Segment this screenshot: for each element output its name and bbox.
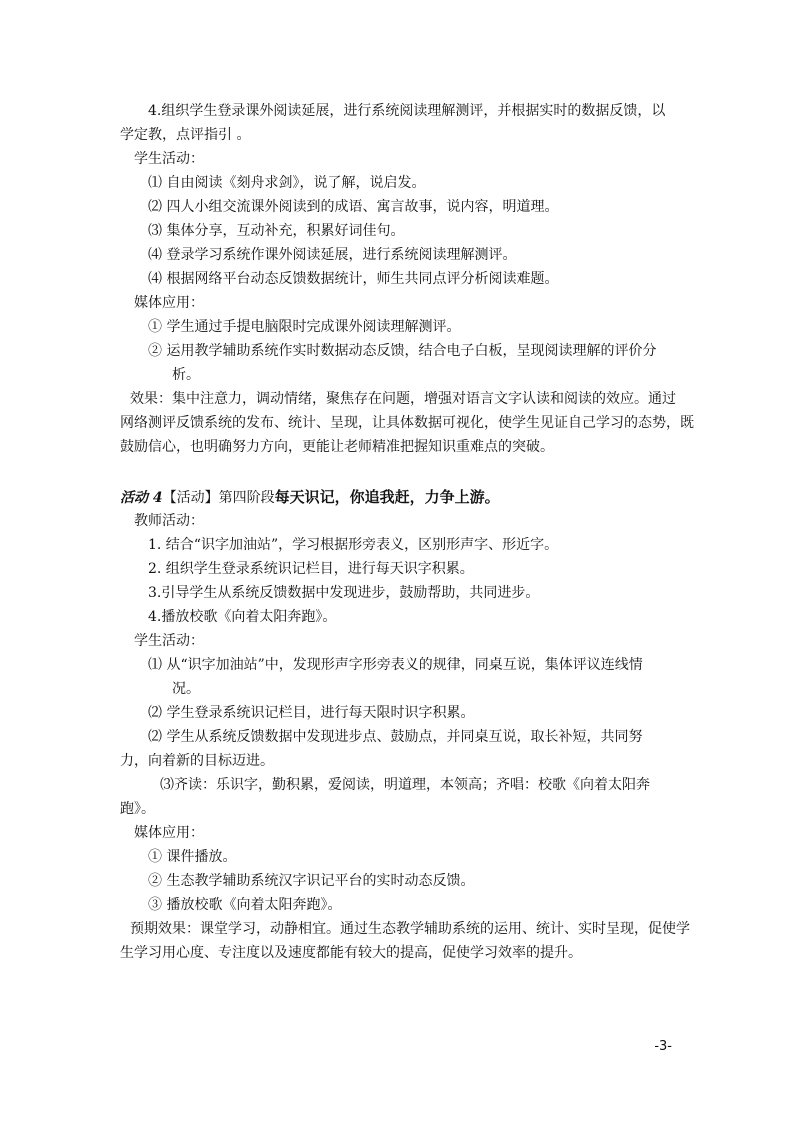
media-item-2-line1: ② 运用教学辅助系统作实时数据动态反馈，结合电子白板，呈现阅读理解的评价分 — [148, 343, 657, 359]
teacher-item-2: 2. 组织学生登录系统识记栏目，进行每天识字积累。 — [148, 561, 474, 577]
activity-title: 每天识记，你追我赶，力争上游。 — [274, 488, 500, 506]
teacher-item-4: 4.播放校歌《向着太阳奔跑》。 — [148, 609, 337, 625]
student-activity-label-2: 学生活动： — [134, 633, 204, 649]
student-item-a3-line1: ⑵ 学生从系统反馈数据中发现进步点、鼓励点，并同桌互说，取长补短，共同努 — [148, 729, 643, 745]
student-item-2: ⑵ 四人小组交流课外阅读到的成语、寓言故事，说内容，明道理。 — [148, 199, 559, 215]
teacher-step-4-line2: 学定教，点评指引 。 — [120, 127, 251, 143]
effect-paragraph-line3: 鼓励信心，也明确努力方向，更能让老师精准把握知识重难点的突破。 — [120, 439, 554, 455]
teacher-step-4-line1: 4.组织学生登录课外阅读延展，进行系统阅读理解测评，并根据实时的数据反馈，以 — [148, 103, 666, 119]
activity-4-heading — [120, 486, 500, 509]
media-label: 媒体应用： — [134, 295, 204, 311]
student-item-a4-line1: ⑶齐读：乐识字，勤积累，爱阅读，明道理，本领高；齐唱：校歌《向着太阳奔 — [160, 777, 650, 793]
expected-effect-line2: 生学习用心度、专注度以及速度都能有较大的提高，促使学习效率的提升。 — [120, 945, 582, 961]
student-item-1: ⑴ 自由阅读《刻舟求剑》，说了解，说启发。 — [148, 175, 426, 191]
media-item-a1: ① 课件播放。 — [148, 849, 237, 865]
student-item-a1-line2: 况。 — [172, 681, 200, 697]
teacher-activity-label: 教师活动： — [134, 513, 204, 529]
media-item-a2: ② 生态教学辅助系统汉字识记平台的实时动态反馈。 — [148, 873, 475, 889]
student-item-a4-line2: 跑》。 — [120, 801, 155, 817]
student-item-3: ⑶ 集体分享，互动补充，积累好词佳句。 — [148, 223, 405, 239]
effect-paragraph-line2: 网络测评反馈系统的发布、统计、呈现，让具体数据可视化，使学生见证自己学习的态势，既 — [120, 415, 694, 431]
page-number: -3- — [654, 1039, 672, 1054]
expected-effect-line1: 预期效果：课堂学习，动静相宜。通过生态教学辅助系统的运用、统计、实时呈现，促使学 — [130, 921, 690, 937]
student-item-4: ⑷ 登录学习系统作课外阅读延展，进行系统阅读理解测评。 — [148, 247, 517, 263]
activity-label: 活动 4 — [120, 490, 163, 506]
student-item-5: ⑷ 根据网络平台动态反馈数据统计，师生共同点评分析阅读难题。 — [148, 271, 559, 287]
activity-stage: 【活动】第四阶段 — [162, 490, 275, 506]
teacher-item-1: 1. 结合“识字加油站”，学习根据形旁表义，区别形声字、形近字。 — [148, 537, 559, 553]
teacher-item-3: 3.引导学生从系统反馈数据中发现进步，鼓励帮助，共同进步。 — [148, 585, 540, 601]
student-activity-label: 学生活动： — [134, 151, 204, 167]
media-item-2-line2: 析。 — [172, 367, 200, 383]
media-label-2: 媒体应用： — [134, 825, 204, 841]
student-item-a1-line1: ⑴ 从“识字加油站”中，发现形声字形旁表义的规律，同桌互说，集体评议连线情 — [148, 657, 643, 673]
media-item-1: ① 学生通过手提电脑限时完成课外阅读理解测评。 — [148, 319, 461, 335]
student-item-a2: ⑵ 学生登录系统识记栏目，进行每天限时识字积累。 — [148, 705, 475, 721]
effect-paragraph-line1: 效果：集中注意力，调动情绪，聚焦存在问题，增强对语言文字认读和阅读的效应。通过 — [130, 391, 676, 407]
student-item-a3-line2: 力，向着新的目标迈进。 — [120, 753, 274, 769]
media-item-a3: ③ 播放校歌《向着太阳奔跑》。 — [148, 897, 342, 913]
